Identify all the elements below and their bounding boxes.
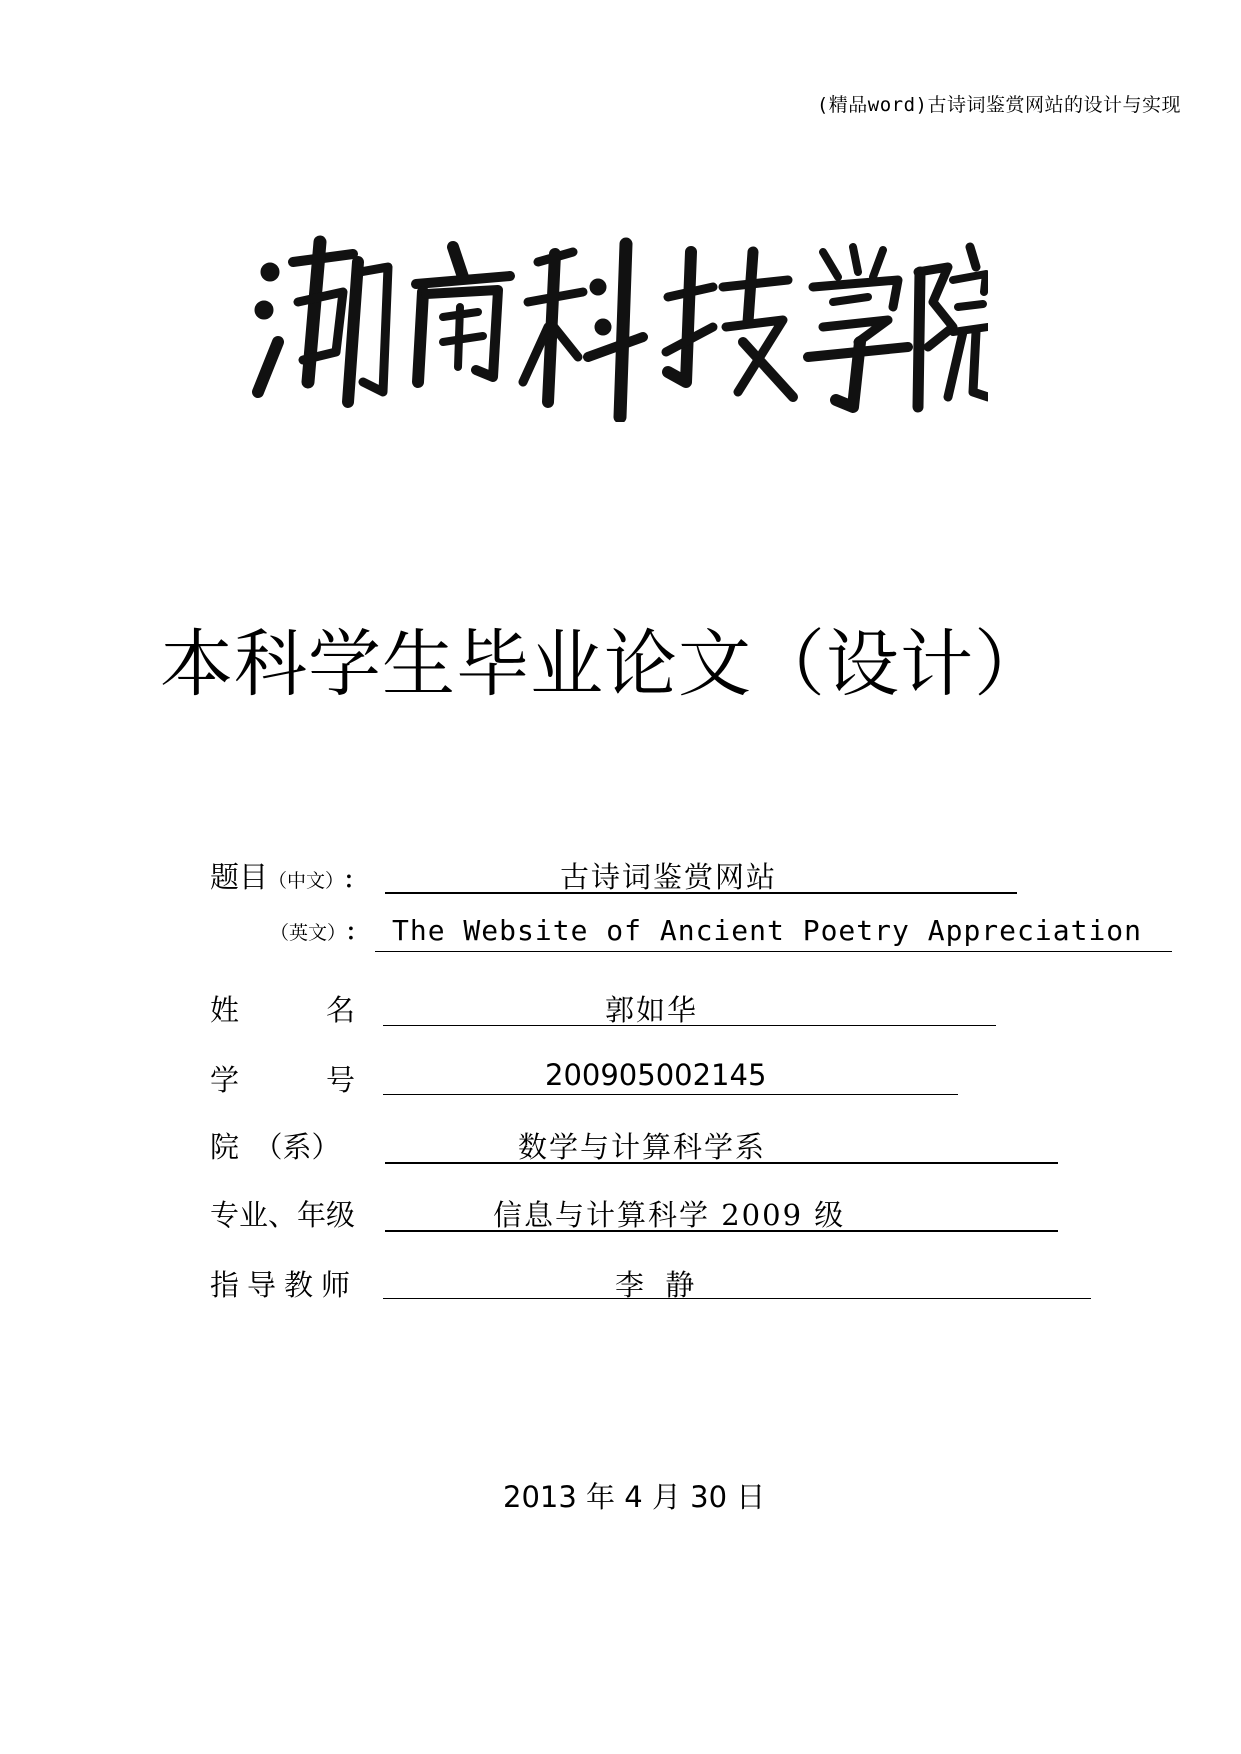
title-zh-underline [385, 892, 1017, 894]
date-month-unit: 月 [651, 1480, 681, 1514]
department-value: 数学与计算科学系 [518, 1130, 767, 1164]
title-en-underline [375, 951, 1172, 952]
header-note: (精品word)古诗词鉴赏网站的设计与实现 [816, 94, 1181, 116]
logo-glyph-4 [666, 252, 793, 397]
date-year-unit: 年 [586, 1480, 616, 1514]
logo-glyph-3 [523, 244, 643, 417]
title-en-colon: : [346, 912, 356, 946]
title-zh-label-sub: （中文） [268, 870, 345, 892]
advisor-label: 指导教师 [210, 1268, 359, 1302]
title-en-value: The Website of Ancient Poetry Appreciation [392, 914, 1143, 947]
student-id-underline [383, 1094, 958, 1095]
date-month: 4 [624, 1480, 643, 1514]
student-id-value: 200905002145 [545, 1058, 767, 1092]
advisor-underline [383, 1298, 1091, 1299]
name-value: 郭如华 [605, 993, 699, 1027]
major-grade-underline [385, 1230, 1058, 1232]
calligraphy-logo [248, 232, 988, 422]
department-label: 院 （系） [210, 1130, 341, 1164]
thesis-cover-title: 本科学生毕业论文（设计） [160, 622, 1048, 707]
calligraphy-logo-image [248, 232, 988, 422]
major-grade-label: 专业、年级 [210, 1198, 356, 1232]
title-zh-label-text: 题目 [210, 860, 269, 894]
logo-glyph-6 [918, 247, 988, 407]
title-en-label-sub: （英文） [270, 922, 347, 944]
logo-glyph-1 [255, 242, 388, 402]
submission-date [503, 1475, 765, 1516]
department-underline [385, 1162, 1058, 1164]
title-zh-colon: : [344, 860, 354, 894]
date-year: 2013 [503, 1480, 577, 1514]
date-day: 30 [690, 1480, 728, 1514]
name-label: 姓 名 [210, 993, 356, 1027]
advisor-value: 李 静 [615, 1268, 701, 1302]
logo-glyph-2 [416, 247, 510, 382]
student-id-label: 学 号 [210, 1063, 356, 1097]
title-zh-label [210, 855, 354, 896]
name-underline [383, 1025, 996, 1026]
major-grade-value: 信息与计算科学 2009 级 [493, 1198, 846, 1232]
logo-glyph-5 [808, 247, 908, 407]
date-day-unit: 日 [736, 1480, 766, 1514]
title-en-label [270, 912, 356, 946]
title-zh-value: 古诗词鉴赏网站 [560, 860, 778, 894]
